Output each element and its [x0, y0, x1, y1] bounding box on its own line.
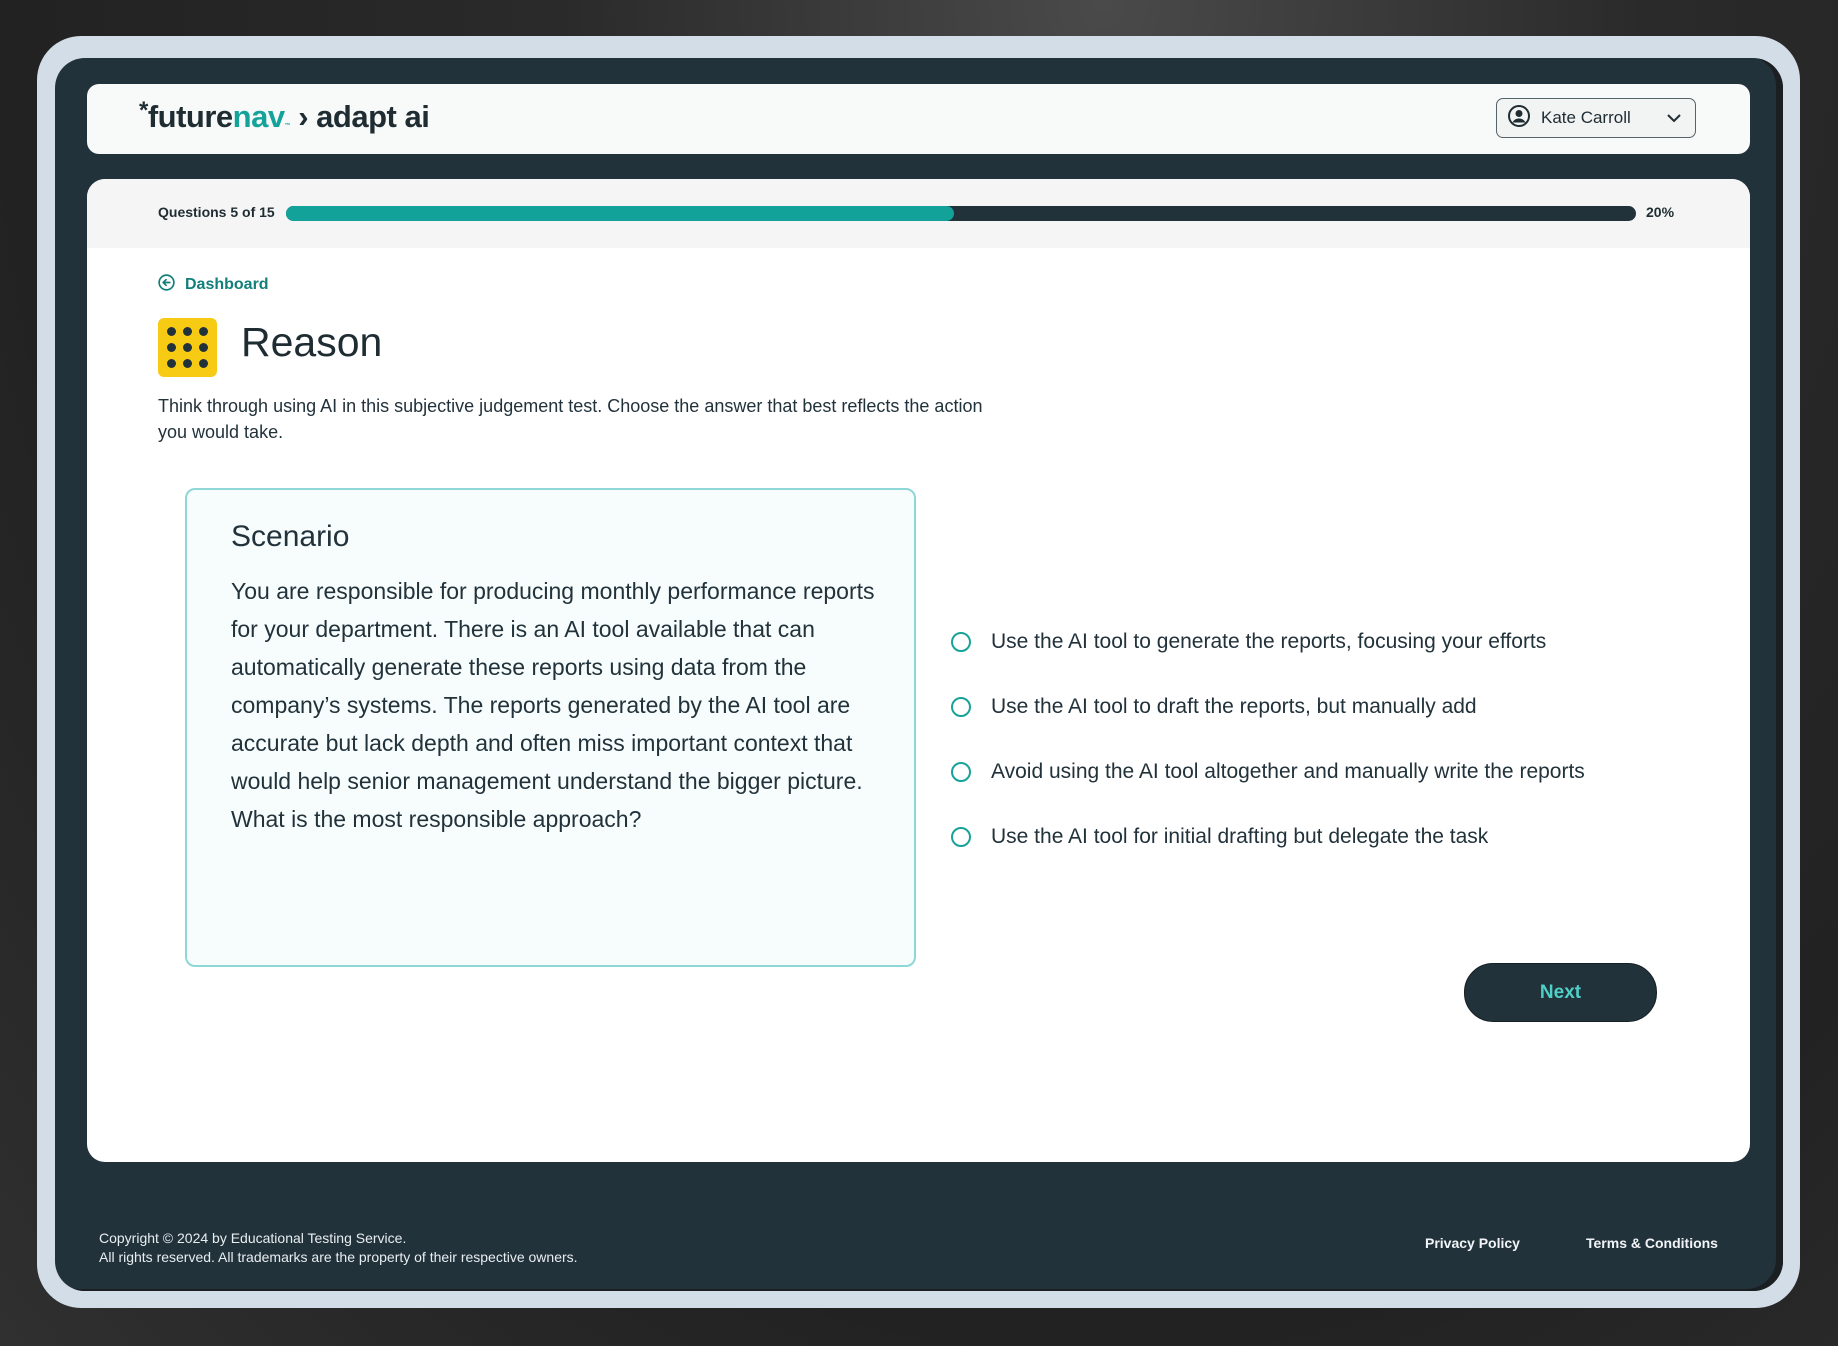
answer-option-label: Use the AI tool to draft the reports, but manually add — [991, 694, 1477, 718]
chevron-down-icon — [1667, 114, 1681, 123]
scenario-heading: Scenario — [231, 520, 350, 553]
progress-bar — [286, 206, 1636, 221]
question-counter: Questions 5 of 15 — [158, 204, 275, 220]
answer-option-label: Use the AI tool for initial drafting but delegate the task — [991, 824, 1489, 848]
progress-percent: 20% — [1646, 204, 1675, 220]
progress-section — [87, 179, 1750, 248]
answer-option[interactable] — [951, 609, 1585, 674]
top-header — [87, 84, 1750, 154]
main-card — [87, 179, 1750, 1162]
logo-nav: nav — [232, 99, 285, 134]
answer-option[interactable] — [951, 739, 1585, 804]
answer-option[interactable] — [951, 674, 1585, 739]
user-circle-icon — [1507, 104, 1531, 133]
scenario-card — [185, 488, 916, 967]
dashboard-link-label: Dashboard — [185, 276, 269, 293]
logo-separator: › — [298, 99, 309, 134]
logo-future: future — [147, 99, 233, 134]
arrow-left-circle-icon — [158, 274, 175, 296]
nine-dots-icon — [158, 318, 217, 377]
terms-conditions-link[interactable]: Terms & Conditions — [1586, 1235, 1718, 1251]
copyright-line-2: All rights reserved. All trademarks are the property of their respective owners. — [99, 1249, 578, 1265]
progress-bar-fill — [286, 206, 954, 221]
page-title: Reason — [241, 319, 383, 365]
radio-button[interactable] — [951, 632, 971, 652]
scenario-text: You are responsible for producing monthly performance reports for your department. There is an AI tool available that can automatically generate these reports using data from the company’s systems. The reports generated by the AI tool are accurate but lack depth and often miss important context that would help senior management understand the bigger picture. What is the most responsible approach? — [231, 578, 875, 832]
privacy-policy-link[interactable]: Privacy Policy — [1425, 1235, 1520, 1251]
dashboard-link[interactable] — [158, 274, 269, 296]
radio-button[interactable] — [951, 762, 971, 782]
next-button[interactable]: Next — [1464, 963, 1657, 1022]
instructions-text: Think through using AI in this subjective judgement test. Choose the answer that best reflects the action you would take. — [158, 396, 983, 442]
logo-trademark: ™ — [284, 123, 291, 129]
logo-product: adapt ai — [316, 99, 430, 134]
answer-option[interactable] — [951, 804, 1585, 869]
radio-button[interactable] — [951, 827, 971, 847]
radio-button[interactable] — [951, 697, 971, 717]
answer-options — [951, 609, 1585, 869]
copyright-text — [99, 1229, 578, 1267]
answer-option-label: Avoid using the AI tool altogether and manually write the reports — [991, 759, 1585, 783]
asterisk-icon: * — [139, 97, 148, 124]
user-menu-button[interactable] — [1496, 98, 1696, 138]
user-name: Kate Carroll — [1541, 108, 1631, 127]
answer-option-label: Use the AI tool to generate the reports, focusing your efforts — [991, 629, 1547, 653]
logo[interactable] — [139, 99, 429, 135]
copyright-line-1: Copyright © 2024 by Educational Testing Service. — [99, 1230, 407, 1246]
